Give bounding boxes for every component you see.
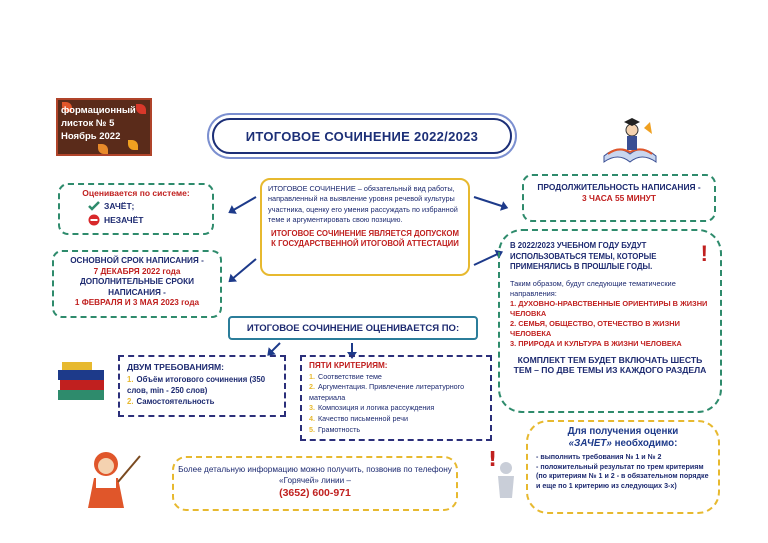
criterion-item [309,414,483,425]
admission-text: ИТОГОВОЕ СОЧИНЕНИЕ ЯВЛЯЕТСЯ ДОПУСКОМ К ГОСУДАРСТВЕННОЙ ИТОГОВОЙ АТТЕСТАЦИИ [270,229,459,249]
duration-value: 3 ЧАСА 55 МИНУТ [582,192,656,203]
theme-item: 2. СЕМЬЯ, ОБЩЕСТВО, ОТЕЧЕСТВО В ЖИЗНИ ЧЕЛОВЕКА [510,318,680,338]
pass-label: ЗАЧЁТ; [104,201,135,211]
arrow-to-requirements [268,342,281,355]
books-icon [598,108,662,166]
grade-box [526,420,720,514]
pass-row [88,201,206,211]
themes-final: КОМПЛЕКТ ТЕМ БУДЕТ ВКЛЮЧАТЬ ШЕСТЬ ТЕМ – ПО ДВЕ ТЕМЫ ИЗ КАЖДОГО РАЗДЕЛА [513,354,707,376]
requirement-item [127,374,277,396]
requirements-title: ДВУМ ТРЕБОВАНИЯМ: [127,362,225,372]
grade-title-line-1: Для получения оценки [567,426,679,437]
page-title: ИТОГОВОЕ СОЧИНЕНИЕ 2022/2023 [212,118,512,154]
criterion-item [309,382,483,403]
teacher-icon [80,448,144,514]
exclamation-icon: ! [700,241,708,266]
criterion-text: Соответствие теме [318,371,382,381]
criterion-num: 5. [309,424,315,434]
requirement-text: Самостоятельность [136,397,215,406]
grade-title-line-2 [536,438,710,450]
criterion-text: Аргументация. Привлечение литературного материала [309,382,465,402]
criterion-text: Композиция и логика рассуждения [318,403,435,413]
fail-row [88,214,206,226]
themes-box [498,229,722,413]
theme-item: 1. ДУХОВНО-НРАВСТВЕННЫЕ ОРИЕНТИРЫ В ЖИЗНИ ЧЕЛОВКА [510,298,708,318]
criterion-item [309,425,483,436]
essay-definition-text: ИТОГОВОЕ СОЧИНЕНИЕ – обязательный вид работы, направленный на выявление уровня речевой культуры участника, оценку его умения рассуждать по избранной теме и аргументировать свою позицию. [268,184,458,224]
criteria-title: ПЯТИ КРИТЕРИЯМ: [309,361,388,370]
book-stack-icon [54,360,110,412]
arrow-to-system [230,196,257,213]
main-date: 7 ДЕКАБРЯ 2022 года [93,266,181,276]
criterion-num: 1. [309,371,315,381]
no-entry-icon [88,214,100,226]
requirement-num: 2. [127,397,134,406]
grade-condition: - положительный результат по трем критериям (по критериям № 1 и 2 - в обязательном порядке и еще по 1 критерию из следующих 3-х) [536,462,709,490]
themes-lead: В 2022/2023 УЧЕБНОМ ГОДУ БУДУТ ИСПОЛЬЗОВАТЬСЯ ТЕМЫ, КОТОРЫЕ ПРИМЕНЯЛИСЬ В ПРОШЛЫЕ ГОДЫ. [510,241,657,272]
requirements-box [118,355,286,417]
dates-box [52,250,222,318]
grading-system-title: Оценивается по системе: [82,188,190,198]
arrow-to-dates [229,258,256,281]
grade-pass-word: «ЗАЧЕТ» [568,438,612,449]
criterion-text: Грамотность [318,424,361,434]
theme-item: 3. ПРИРОДА И КУЛЬТУРА В ЖИЗНИ ЧЕЛОВЕКА [510,338,682,348]
thinking-figure-icon [484,446,524,502]
main-date-label: ОСНОВНОЙ СРОК НАПИСАНИЯ - [70,256,204,265]
svg-text:!: ! [488,447,498,471]
check-icon [88,201,100,211]
extra-dates: 1 ФЕВРАЛЯ И 3 МАЯ 2023 года [74,298,200,307]
duration-label: ПРОДОЛЖИТЕЛЬНОСТЬ НАПИСАНИЯ - [537,182,701,192]
duration-box [522,174,716,222]
requirement-text: Объём итогового сочинения (350 слов, min - 250 слов) [127,375,266,395]
criterion-text: Качество письменной речи [318,413,409,423]
essay-definition-box [260,178,470,276]
badge-line-1: формационный [61,105,136,116]
requirement-item [127,396,277,407]
criterion-num: 3. [309,403,315,413]
fail-label: НЕЗАЧЁТ [104,215,144,225]
badge-line-2: листок № 5 [61,118,115,129]
info-badge [56,98,152,156]
criterion-item [309,372,483,383]
contact-box [172,456,458,511]
requirement-num: 1. [127,375,134,384]
grading-system-box [58,183,214,235]
grade-condition: - выполнить требования № 1 и № 2 [536,453,662,461]
criterion-num: 2. [309,382,315,392]
criteria-box [300,355,492,441]
arrow-to-duration [474,196,507,208]
criterion-num: 4. [309,413,315,423]
grade-title-need: необходимо: [614,438,678,449]
phone-number[interactable]: (3652) 600-971 [279,487,351,499]
badge-line-3: Ноябрь 2022 [61,131,121,142]
contact-text: Более детальную информацию можно получить, позвонив по телефону «Горячей» линии – [178,465,452,485]
themes-intro: Таким образом, будут следующие тематические направления: [510,278,676,298]
extra-dates-label: ДОПОЛНИТЕЛЬНЫЕ СРОКИ НАПИСАНИЯ - [79,277,195,297]
assessment-title: ИТОГОВОЕ СОЧИНЕНИЕ ОЦЕНИВАЕТСЯ ПО: [228,316,478,340]
criterion-item [309,403,483,414]
